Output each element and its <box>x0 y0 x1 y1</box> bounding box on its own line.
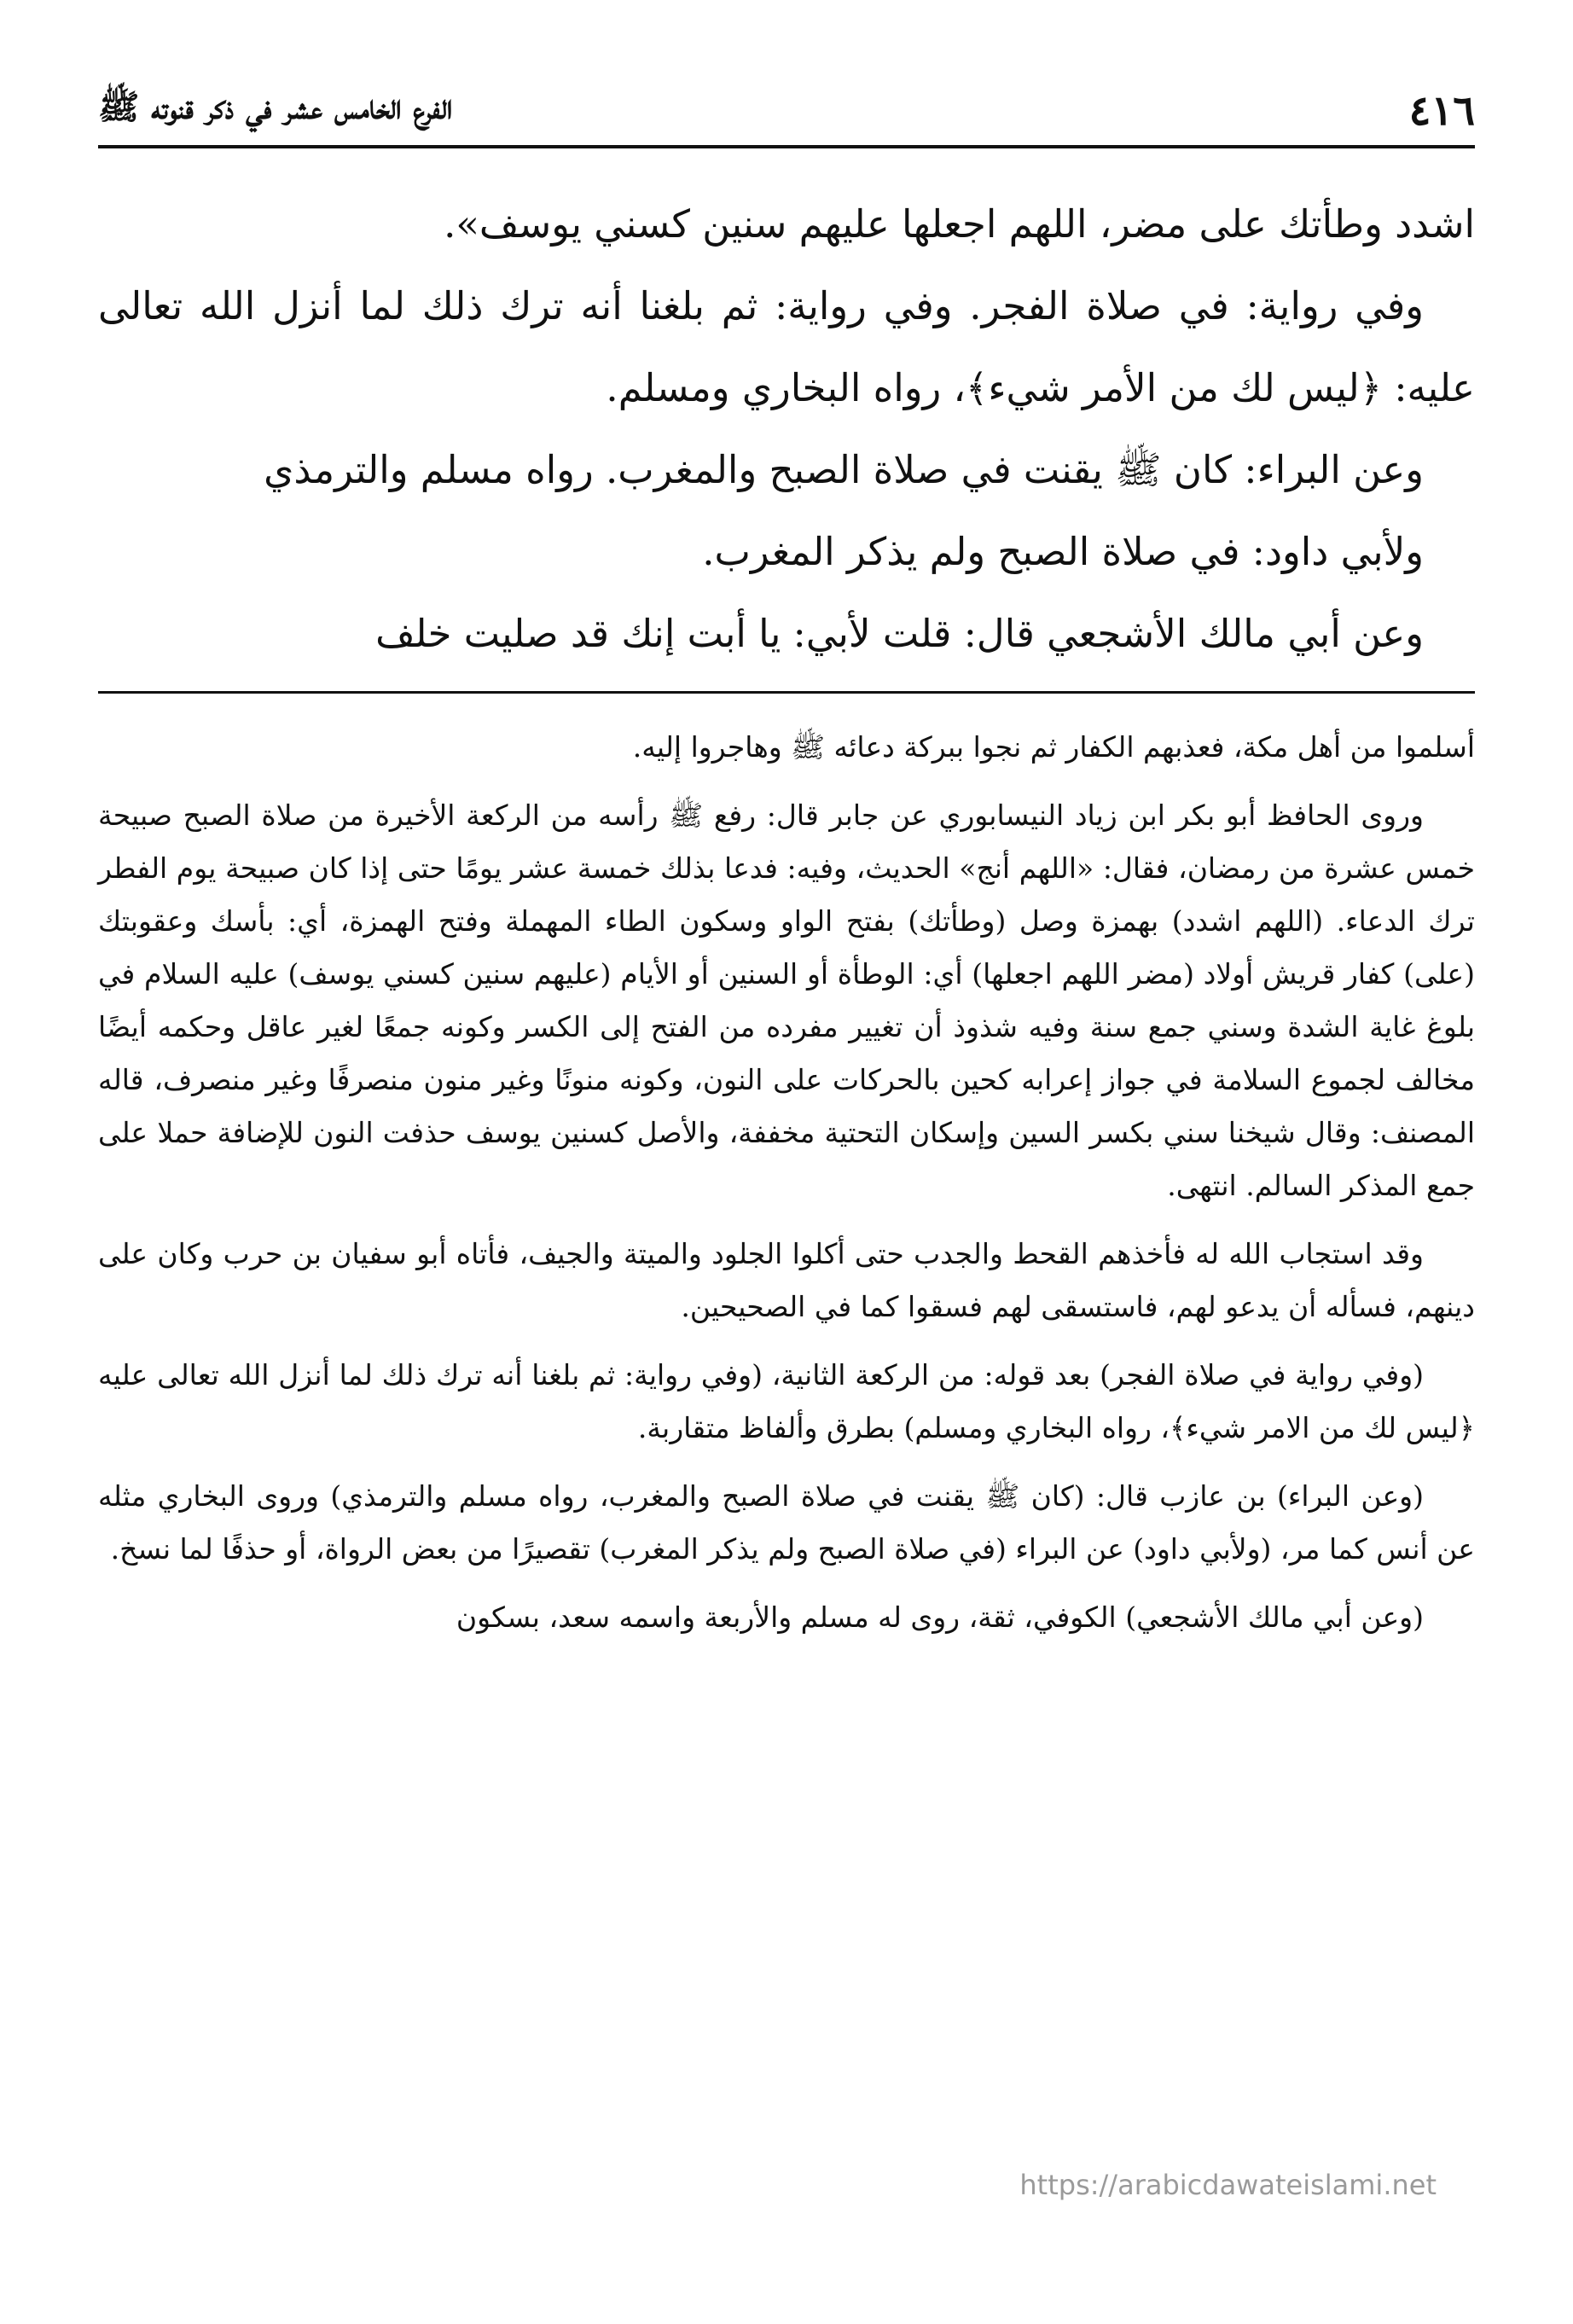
main-text-paragraph: اشدد وطأتك على مضر، اللهم اجعلها عليهم سنين كسني يوسف». <box>444 201 1475 247</box>
commentary-paragraph: وروى الحافظ أبو بكر ابن زياد النيسابوري عن جابر قال: رفع ﷺ رأسه من الركعة الأخيرة من صلاة الصبح صبيحة خمس عشرة من رمضان، فقال: «اللهم أنج» الحديث، وفيه: فدعا بذلك خمسة عشر يومًا حتى إذا كان صبيحة يوم الفطر ترك الدعاء. (اللهم اشدد) بهمزة وصل (وطأتك) بفتح الواو وسكون الطاء المهملة وفتح الهمزة، أي: بأسك وعقوبتك (على) كفار قريش أولاد (مضر اللهم اجعلها) أي: الوطأة أو السنين أو الأيام (عليهم سنين كسني يوسف) عليه السلام في بلوغ غاية الشدة وسني جمع سنة وفيه شذوذ أن تغيير مفرده من الفتح إلى الكسر وكونه جمعًا لغير عاقل وحكمه أيضًا مخالف لجموع السلامة في جواز إعرابه كحين بالحركات على النون، وكونه منونًا وغير منون منصرفًا وغير منصرف، قاله المصنف: وقال شيخنا سني بكسر السين وإسكان التحتية مخففة، والأصل كسنين يوسف حذفت النون للإضافة حملا على جمع المذكر السالم. انتهى. <box>98 799 1475 1202</box>
commentary-paragraph: (وعن أبي مالك الأشجعي) الكوفي، ثقة، روى له مسلم والأربعة واسمه سعد، بسكون <box>456 1601 1424 1634</box>
main-text-paragraph: وعن البراء: كان ﷺ يقنت في صلاة الصبح والمغرب. رواه مسلم والترمذي <box>264 447 1424 492</box>
page-header <box>98 77 1475 148</box>
main-text-paragraph: وفي رواية: في صلاة الفجر. وفي رواية: ثم بلغنا أنه ترك ذلك لما أنزل الله تعالى عليه: ﴿ليس لك من الأمر شيء﴾، رواه البخاري ومسلم. <box>98 283 1475 410</box>
section-divider <box>98 691 1475 694</box>
watermark-url: https://arabicdawateislami.net <box>1019 2169 1437 2201</box>
commentary-paragraph: (وعن البراء) بن عازب قال: (كان ﷺ يقنت في صلاة الصبح والمغرب، رواه مسلم والترمذي) وروى البخاري مثله عن أنس كما مر، (ولأبي داود) عن البراء (في صلاة الصبح ولم يذكر المغرب) تقصيرًا من بعض الرواة، أو حذفًا لما نسخ. <box>98 1479 1475 1566</box>
main-text-paragraph: وعن أبي مالك الأشجعي قال: قلت لأبي: يا أبت إنك قد صليت خلف <box>375 611 1424 656</box>
commentary-paragraph: وقد استجاب الله له فأخذهم القحط والجدب حتى أكلوا الجلود والميتة والجيف، فأتاه أبو سفيان بن حرب وكان على دينهم، فسأله أن يدعو لهم، فاستسقى لهم فسقوا كما في الصحيحين. <box>98 1237 1475 1323</box>
page-number: ٤١٦ <box>1408 87 1475 135</box>
commentary-text <box>98 721 1475 1659</box>
main-text <box>98 183 1475 675</box>
main-text-paragraph: ولأبي داود: في صلاة الصبح ولم يذكر المغرب. <box>702 529 1424 574</box>
commentary-paragraph: (وفي رواية في صلاة الفجر) بعد قوله: من الركعة الثانية، (وفي رواية: ثم بلغنا أنه ترك ذلك لما أنزل الله تعالى عليه ﴿ليس لك من الامر شيء﴾، رواه البخاري ومسلم) بطرق وألفاظ متقاربة. <box>98 1358 1475 1444</box>
commentary-paragraph: أسلموا من أهل مكة، فعذبهم الكفار ثم نجوا ببركة دعائه ﷺ وهاجروا إليه. <box>632 730 1475 764</box>
running-title: الفرع الخامس عشر في ذكر قنوته ﷺ <box>98 87 453 127</box>
